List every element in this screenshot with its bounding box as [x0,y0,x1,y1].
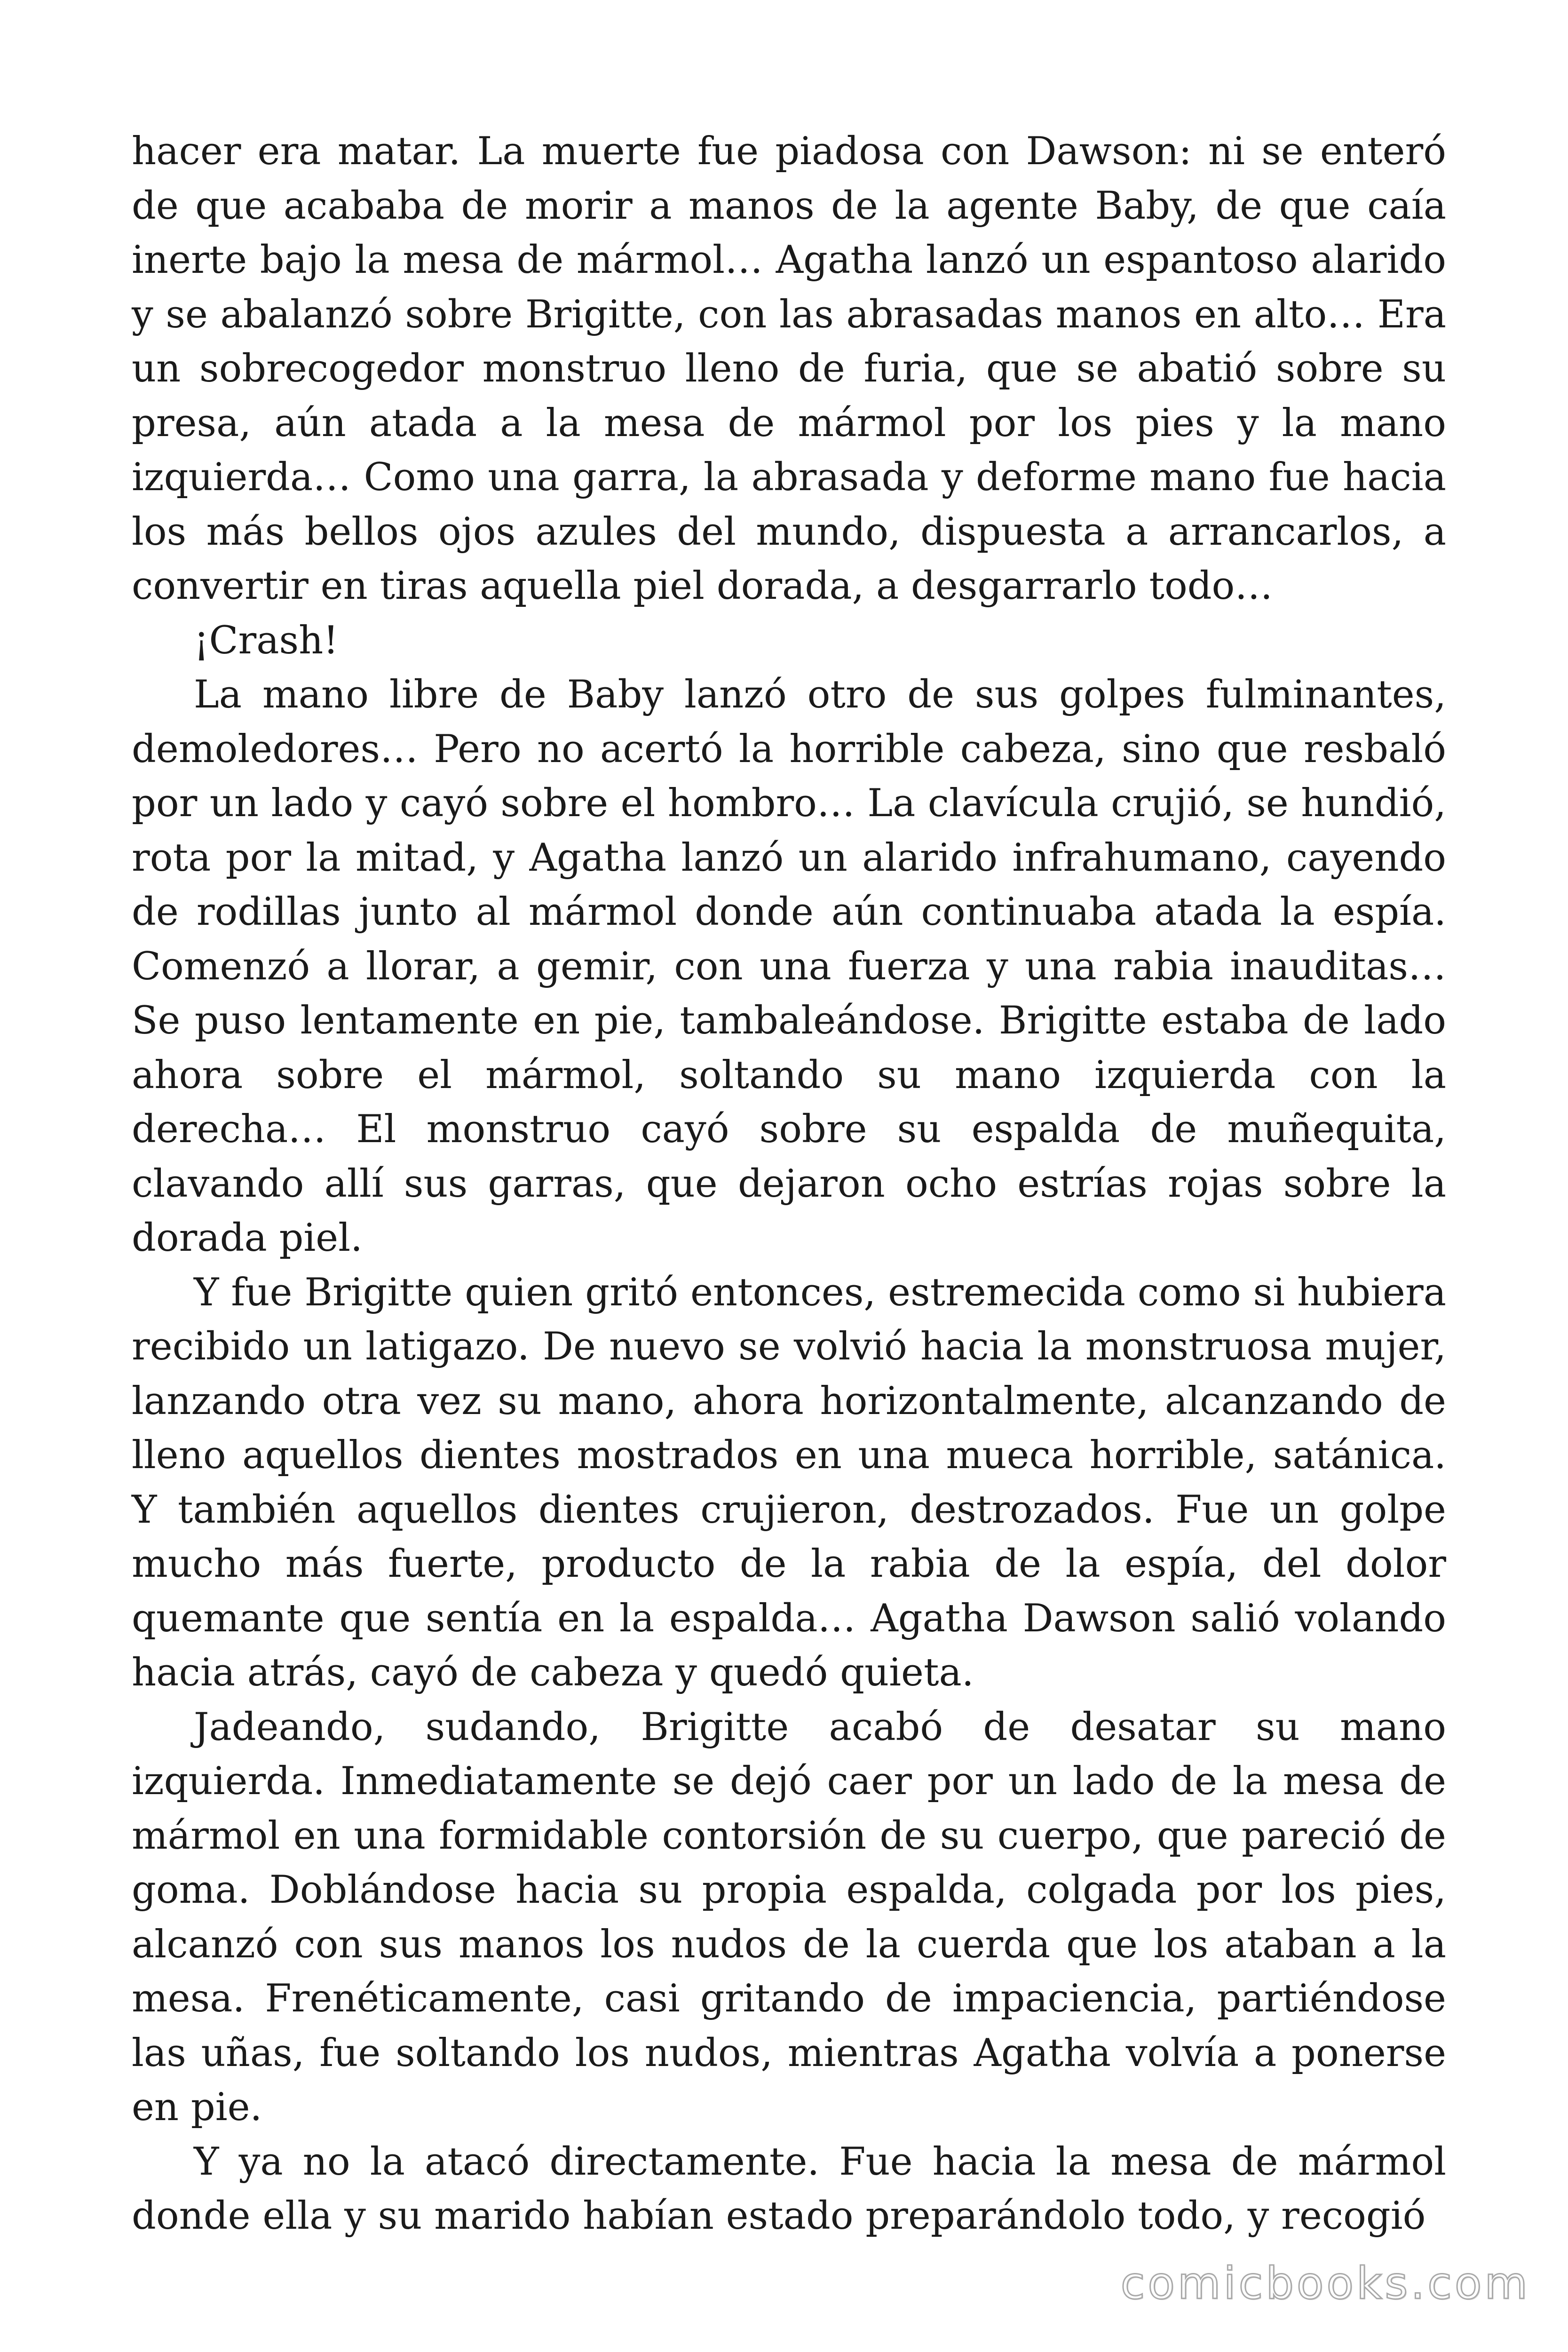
paragraph: La mano libre de Baby lanzó otro de sus golpes fulminantes, demoledores… Pero no acertó la horrible cabeza, sino que resbaló por un lado y cayó sobre el hombro… La clavícula crujió, se hundió, rota por la mitad, y Agatha lanzó un alarido infrahumano, cayendo de rodillas junto al mármol donde aún continuaba atada la espía. Comenzó a llorar, a gemir, con una fuerza y una rabia inauditas… Se puso lentamente en pie, tambaleándose. Brigitte estaba de lado ahora sobre el mármol, soltando su mano izquierda con la derecha… El monstruo cayó sobre su espalda de muñequita, clavando allí sus garras, que dejaron ocho estrías rojas sobre la dorada piel. [132,673,1446,1260]
paragraph-crash: ¡Crash! [194,618,339,663]
body-text [132,125,1446,2244]
paragraph-last: Y ya no la atacó directamente. Fue hacia la mesa de mármol donde ella y su marido habían estado preparándolo todo, y recogió [132,2139,1446,2238]
paragraph: Y fue Brigitte quien gritó entonces, estremecida como si hubiera recibido un latigazo. De nuevo se volvió hacia la monstruosa mujer, lanzando otra vez su mano, ahora horizontalmente, alcanzando de lleno aquellos dientes mostrados en una mueca horrible, satánica. Y también aquellos dientes crujieron, destrozados. Fue un golpe mucho más fuerte, producto de la rabia de la espía, del dolor quemante que sentía en la espalda… Agatha Dawson salió volando hacia atrás, cayó de cabeza y quedó quieta. [132,1270,1446,1695]
paragraph-continuation: hacer era matar. La muerte fue piadosa con Dawson: ni se enteró de que acababa de morir a manos de la agente Baby, de que caía inerte bajo la mesa de mármol… Agatha lanzó un espantoso alarido y se abalanzó sobre Brigitte, con las abrasadas manos en alto… Era un sobrecogedor monstruo lleno de furia, que se abatió sobre su presa, aún atada a la mesa de mármol por los pies y la mano izquierda… Como una garra, la abrasada y deforme mano fue hacia los más bellos ojos azules del mundo, dispuesta a arrancarlos, a convertir en tiras aquella piel dorada, a desgarrarlo todo… [132,129,1446,608]
paragraph: Jadeando, sudando, Brigitte acabó de desatar su mano izquierda. Inmediatamente se dejó caer por un lado de la mesa de mármol en una formidable contorsión de su cuerpo, que pareció de goma. Doblándose hacia su propia espalda, colgada por los pies, alcanzó con sus manos los nudos de la cuerda que los ataban a la mesa. Frenéticamente, casi gritando de impaciencia, partiéndose las uñas, fue soltando los nudos, mientras Agatha volvía a ponerse en pie. [132,1705,1446,2130]
watermark-logo: comicbooks.com [1120,2258,1530,2309]
